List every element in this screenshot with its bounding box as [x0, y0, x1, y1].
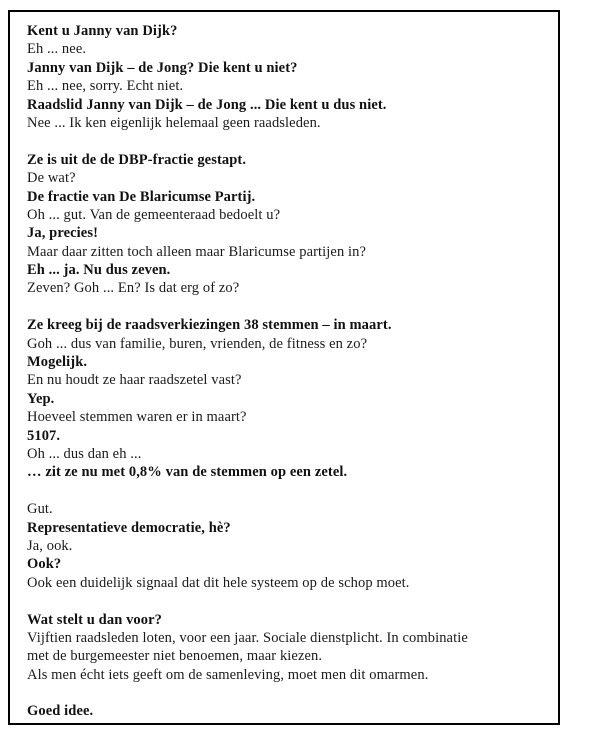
blank-line [27, 482, 546, 500]
dialogue-line: Goed idee. [27, 703, 94, 720]
dialogue-line: Eh ... nee. [27, 41, 87, 58]
dialogue-line: Eh ... ja. Nu dus zeven. [27, 262, 171, 279]
dialogue-line: Eh ... nee, sorry. Echt niet. [27, 78, 184, 95]
dialogue-line: Ja, precies! [27, 225, 98, 242]
dialogue-line: Gut. [27, 501, 53, 518]
dialogue-line: Mogelijk. [27, 354, 88, 371]
blank-line [27, 592, 546, 610]
dialogue-line: Zeven? Goh ... En? Is dat erg of zo? [27, 280, 240, 297]
dialogue-line: Ze is uit de de DBP-fractie gestapt. [27, 151, 247, 168]
dialogue-line: 5107. [27, 427, 61, 444]
dialogue-line: Wat stelt u dan voor? [27, 611, 163, 628]
dialogue-line: Vijftien raadsleden loten, voor een jaar. Sociale dienstplicht. In combinatie [27, 629, 468, 646]
dialogue-line: Als men écht iets geeft om de samenleving, moet men dit omarmen. [27, 666, 429, 683]
blank-line [27, 298, 546, 316]
dialogue-line: Raadslid Janny van Dijk – de Jong ... Die kent u dus niet. [27, 96, 387, 113]
dialogue-line: Hoeveel stemmen waren er in maart? [27, 409, 247, 426]
dialogue-line: Goh ... dus van familie, buren, vrienden, de fitness en zo? [27, 335, 368, 352]
dialogue-line: met de burgemeester niet benoemen, maar kiezen. [27, 648, 323, 665]
document-frame [8, 10, 560, 725]
dialogue-line: Yep. [27, 390, 55, 407]
dialogue-line: Oh ... gut. Van de gemeenteraad bedoelt u? [27, 206, 281, 223]
dialogue-line: Representatieve democratie, hè? [27, 519, 231, 536]
dialogue-line: Maar daar zitten toch alleen maar Blaricumse partijen in? [27, 243, 367, 260]
dialogue-line: Kent u Janny van Dijk? [27, 23, 178, 39]
dialogue-line: Ook een duidelijk signaal dat dit hele systeem op de schop moet. [27, 574, 410, 591]
dialogue-line: De wat? [27, 170, 76, 187]
dialogue-line: Ja, ook. [27, 537, 73, 554]
blank-line [27, 132, 546, 150]
dialogue-line: … zit ze nu met 0,8% van de stemmen op een zetel. [27, 464, 348, 481]
dialogue-line: Ze kreeg bij de raadsverkiezingen 38 stemmen – in maart. [27, 317, 392, 334]
dialogue-line: En nu houdt ze haar raadszetel vast? [27, 372, 242, 389]
blank-line [27, 684, 546, 702]
dialogue-line: Nee ... Ik ken eigenlijk helemaal geen raadsleden. [27, 114, 321, 131]
dialogue-line: Oh ... dus dan eh ... [27, 445, 142, 462]
dialogue [27, 22, 546, 721]
dialogue-line: Janny van Dijk – de Jong? Die kent u niet? [27, 59, 298, 76]
dialogue-line: Ook? [27, 556, 62, 573]
dialogue-line: De fractie van De Blaricumse Partij. [27, 188, 256, 205]
